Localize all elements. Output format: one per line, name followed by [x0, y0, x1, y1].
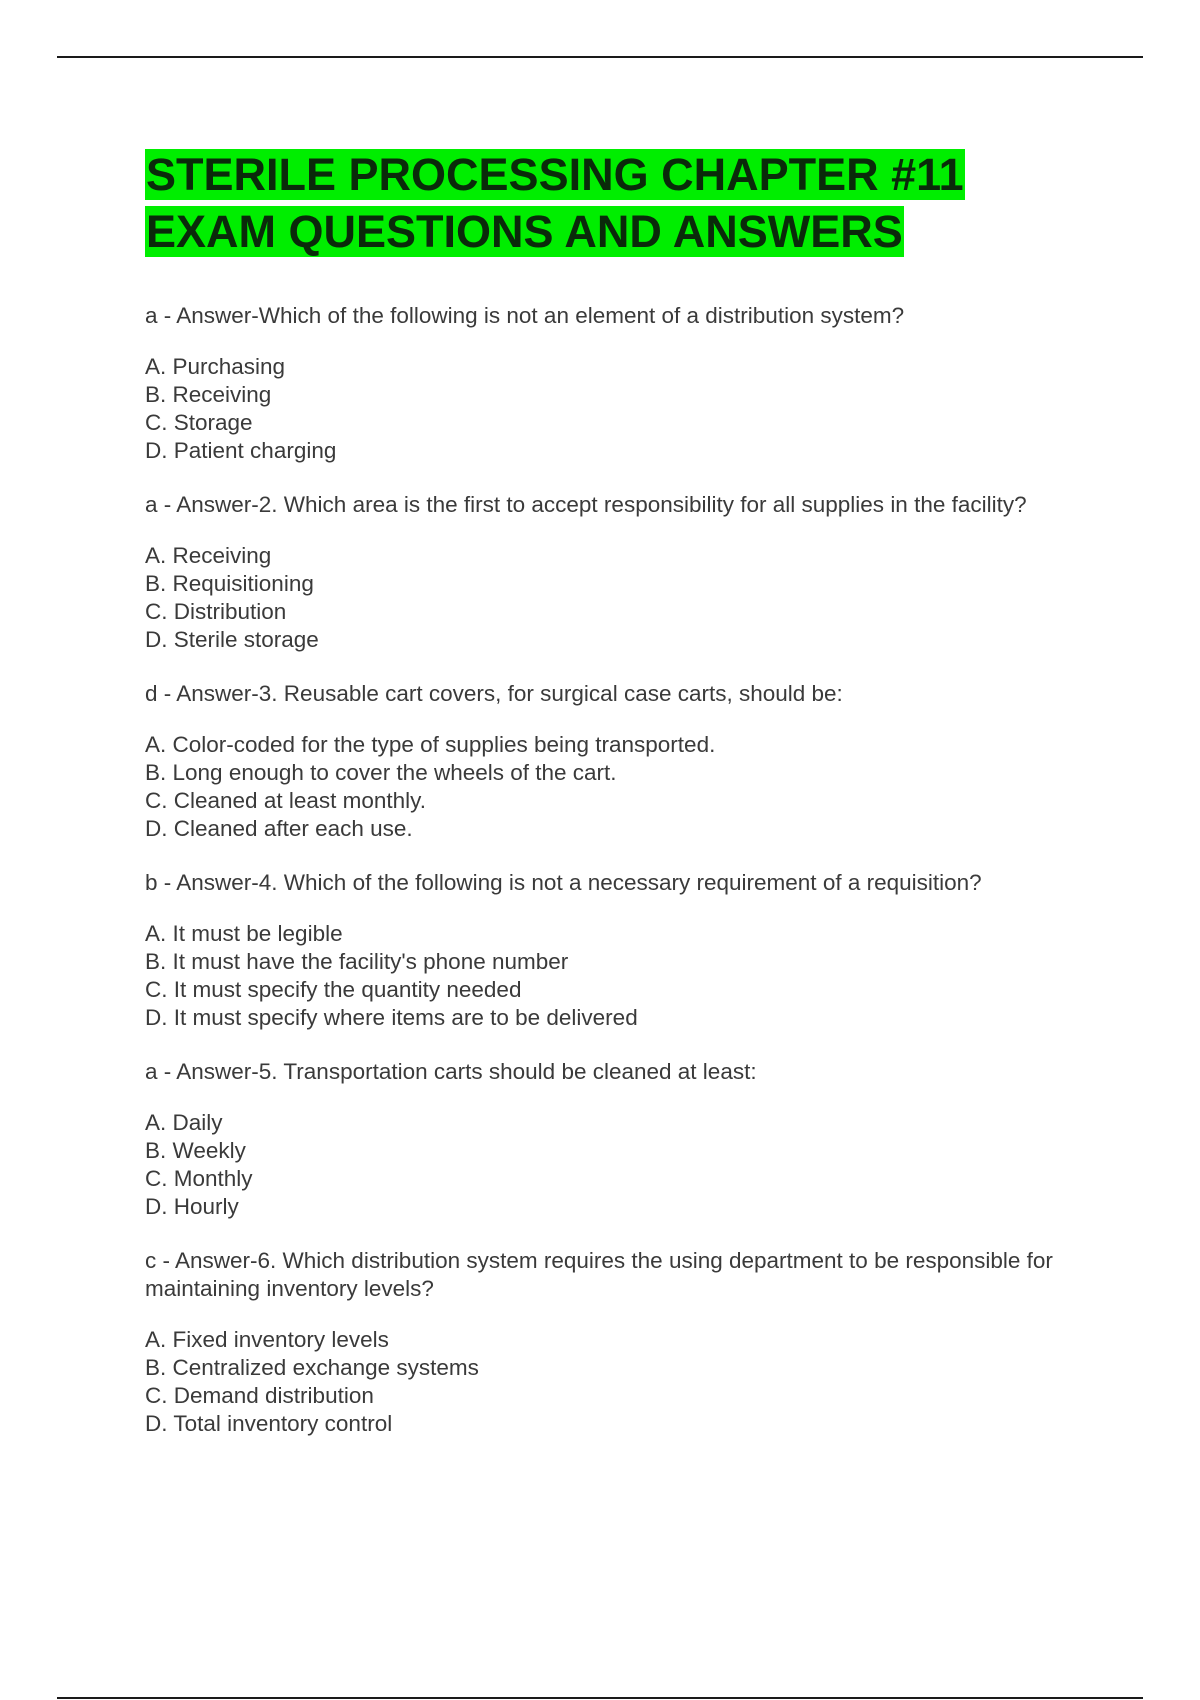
document-page: [145, 146, 1065, 1464]
question-4: [145, 869, 1065, 1032]
option: C. Storage: [145, 410, 253, 435]
option: A. Fixed inventory levels: [145, 1327, 389, 1352]
option: B. Receiving: [145, 382, 272, 407]
option: A. Daily: [145, 1110, 223, 1135]
option: D. Sterile storage: [145, 627, 319, 652]
option: C. Demand distribution: [145, 1383, 374, 1408]
option: A. Receiving: [145, 543, 272, 568]
option: D. Patient charging: [145, 438, 337, 463]
option: D. Cleaned after each use.: [145, 816, 413, 841]
question-text: a - Answer-5. Transportation carts should be cleaned at least:: [145, 1059, 757, 1084]
option-list: [145, 920, 1065, 1032]
option: A. Color-coded for the type of supplies being transported.: [145, 732, 716, 757]
option: D. Hourly: [145, 1194, 239, 1219]
question-text: c - Answer-6. Which distribution system requires the using department to be responsible for maintaining inventory levels?: [145, 1248, 1053, 1301]
option: C. Cleaned at least monthly.: [145, 788, 426, 813]
question-text: a - Answer-Which of the following is not an element of a distribution system?: [145, 303, 905, 328]
question-3: [145, 680, 1065, 843]
document-title: [145, 146, 1065, 260]
question-5: [145, 1058, 1065, 1221]
question-list: [145, 302, 1065, 1438]
option-list: [145, 353, 1065, 465]
footer-rule: [57, 1697, 1143, 1699]
title-line-1: STERILE PROCESSING CHAPTER #11: [146, 149, 964, 200]
question-1: [145, 302, 1065, 465]
option-list: [145, 542, 1065, 654]
header-rule: [57, 56, 1143, 58]
option: C. Monthly: [145, 1166, 253, 1191]
question-6: [145, 1247, 1065, 1438]
option: B. It must have the facility's phone number: [145, 949, 569, 974]
option-list: [145, 1109, 1065, 1221]
option: C. Distribution: [145, 599, 287, 624]
question-text: a - Answer-2. Which area is the first to accept responsibility for all supplies in the facility?: [145, 492, 1027, 517]
option-list: [145, 1326, 1065, 1438]
question-text: b - Answer-4. Which of the following is not a necessary requirement of a requisition?: [145, 870, 982, 895]
option: B. Requisitioning: [145, 571, 314, 596]
option: B. Weekly: [145, 1138, 246, 1163]
option: A. It must be legible: [145, 921, 343, 946]
option-list: [145, 731, 1065, 843]
option: D. Total inventory control: [145, 1411, 393, 1436]
option: C. It must specify the quantity needed: [145, 977, 522, 1002]
option: B. Long enough to cover the wheels of the cart.: [145, 760, 617, 785]
option: A. Purchasing: [145, 354, 286, 379]
title-line-2: EXAM QUESTIONS AND ANSWERS: [146, 206, 903, 257]
option: D. It must specify where items are to be delivered: [145, 1005, 638, 1030]
question-2: [145, 491, 1065, 654]
question-text: d - Answer-3. Reusable cart covers, for surgical case carts, should be:: [145, 681, 843, 706]
option: B. Centralized exchange systems: [145, 1355, 479, 1380]
